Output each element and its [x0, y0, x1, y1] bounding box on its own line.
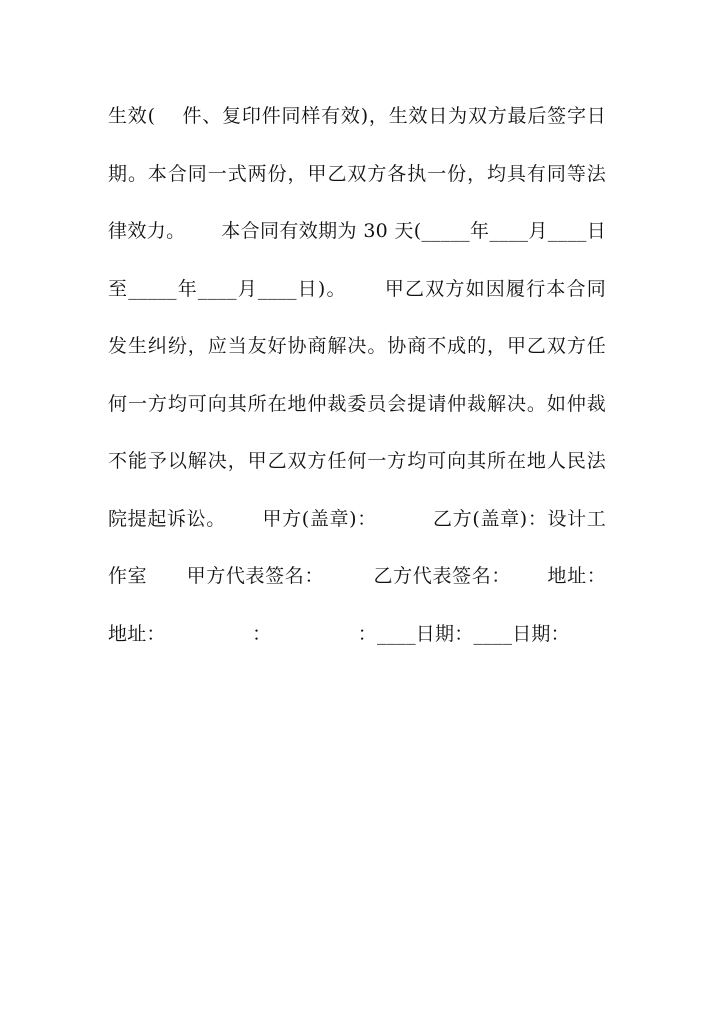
- text-line: 律效力。 本合同有效期为 30 天(_____年____月____日: [108, 220, 606, 242]
- text-line: 期。本合同一式两份，甲乙双方各执一份，均具有同等法: [108, 162, 606, 185]
- text-line: 发生纠纷，应当友好协商解决。协商不成的，甲乙双方任: [108, 335, 606, 357]
- text-line: 至_____年____月____日)。 甲乙双方如因履行本合同: [108, 277, 606, 300]
- text-line: 生效( 件、复印件同样有效)，生效日为双方最后签字日: [108, 105, 606, 127]
- text-line: 院提起诉讼。 甲方(盖章)： 乙方(盖章)：设计工: [108, 507, 606, 530]
- text-line: 何一方均可向其所在地仲裁委员会提请仲裁解决。如仲裁: [108, 392, 606, 415]
- text-line: 地址： ： ：____日期：____日期：: [108, 622, 570, 645]
- text-line: 不能予以解决，甲乙双方任何一方均可向其所在地人民法: [108, 450, 606, 472]
- contract-body-text: [108, 100, 606, 675]
- text-line: 作室 甲方代表签名： 乙方代表签名： 地址：: [108, 565, 606, 587]
